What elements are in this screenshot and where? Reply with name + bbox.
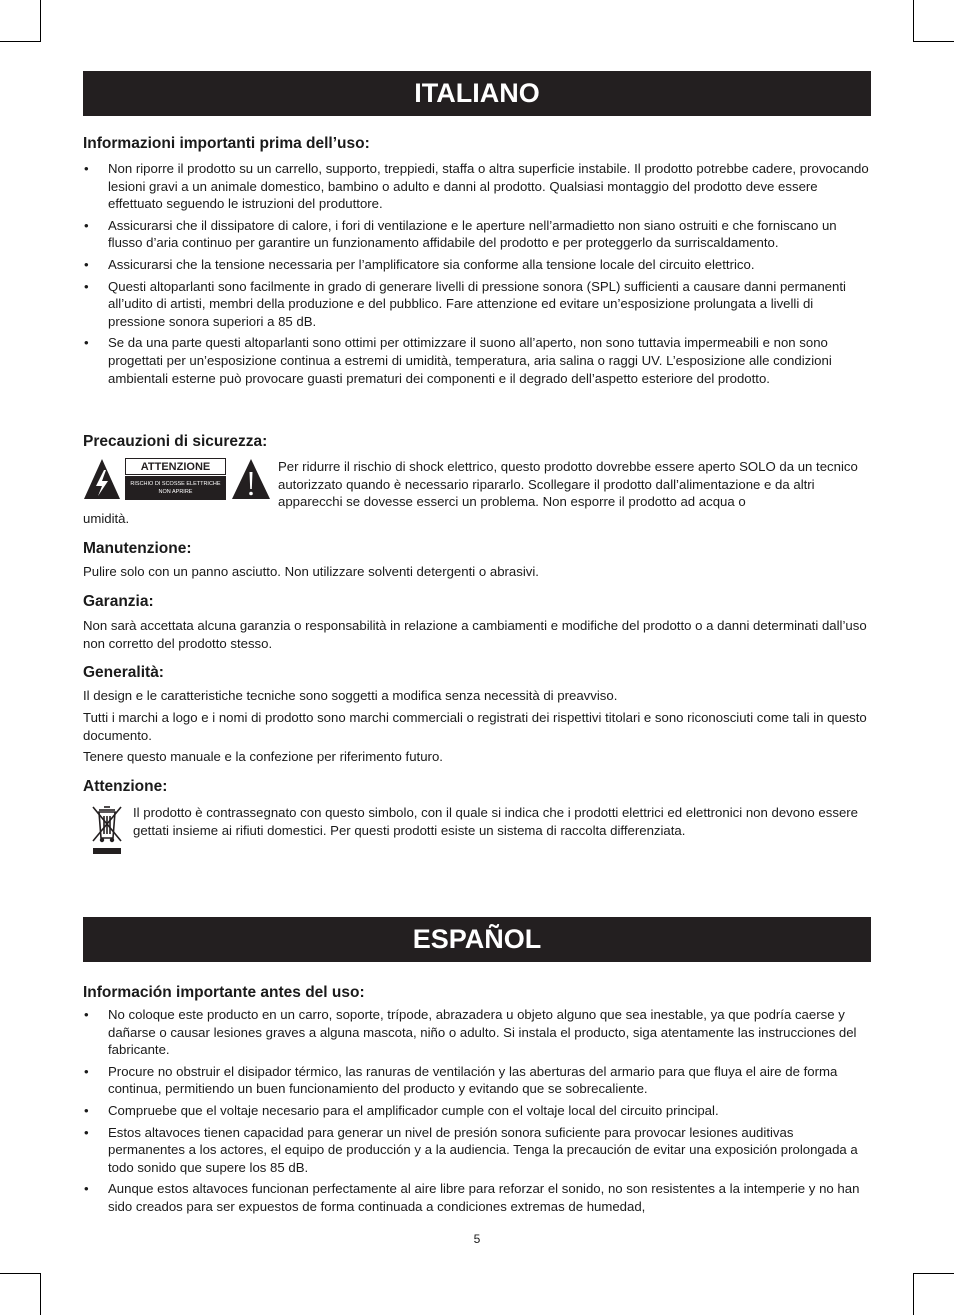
list-item: • Se da una parte questi altoparlanti sono ottimi per ottimizzare il suono all’aperto, non sono tuttavia impermeabili e non sono progettati per un’esposizione continua a estremi di umidità, temperatura, aria salina o raggi UV. L’esposizione alle condizioni ambientali esterne può provocare guasti prematuri dei componenti e il degrado dell’aspetto esteriore del prodotto.: [83, 334, 873, 387]
crop-mark: [0, 1273, 41, 1274]
general-text: Tutti i marchi a logo e i nomi di prodotto sono marchi commerciali o registrati dei rispettivi titolari e sono riconosciuti come tali in questo documento.: [83, 710, 867, 743]
crop-mark: [0, 41, 41, 42]
list-item: • Assicurarsi che la tensione necessaria per l’amplificatore sia conforme alla tensione locale del circuito elettrico.: [83, 256, 873, 274]
list-item: • Compruebe que el voltaje necesario para el amplificador cumple con el voltaje local del circuito principal.: [83, 1102, 873, 1120]
exclamation-warning-icon: [231, 458, 271, 500]
crossed-bin-icon: [90, 803, 124, 855]
section-title-safety: Precauzioni di sicurezza:: [83, 433, 268, 450]
important-info-list-es: [83, 1006, 873, 1220]
crop-mark: [913, 0, 914, 42]
crop-mark: [913, 1273, 914, 1315]
section-title-warranty: Garanzia:: [83, 593, 154, 610]
warning-label: [125, 458, 226, 500]
safety-text: Per ridurre il rischio di shock elettrico, questo prodotto dovrebbe essere aperto SOLO da un tecnico autorizzato quando è necessario ripararlo. Scollegare il prodotto dall’alimentazione e da altri apparecchi se dovesse esserci un problema. Non esporre il prodotto ad acqua o: [278, 459, 858, 510]
general-text: Il design e le caratteristiche tecniche sono soggetti a modifica senza necessità di preavviso.: [83, 688, 618, 703]
important-info-list: [83, 160, 873, 391]
warning-label-title: ATTENZIONE: [125, 458, 226, 475]
warning-label-line: RISCHIO DI SCOSSE ELETTRICHE: [130, 481, 221, 487]
section-title-maintenance: Manutenzione:: [83, 540, 192, 557]
list-item: • No coloque este producto en un carro, soporte, trípode, abrazadera u objeto alguno que sea inestable, ya que podría caerse y dañarse o causar lesiones graves a alguna mascota, niño o adulto. Si instala el producto, siga atentamente las instrucciones del fabricante.: [83, 1006, 873, 1059]
list-item: • Procure no obstruir el disipador térmico, las ranuras de ventilación y las aberturas del armario para que fluya el aire de forma continua, permitiendo un buen funcionamiento del producto y evitando que se sobrecaliente.: [83, 1063, 873, 1098]
safety-text-tail: umidità.: [83, 511, 130, 526]
page-number: 5: [473, 1232, 481, 1246]
lightning-warning-icon: [83, 458, 121, 500]
warranty-text: Non sarà accettata alcuna garanzia o responsabilità in relazione a cambiamenti e modifiche del prodotto o a danni determinati dall’uso non corretto del prodotto stesso.: [83, 618, 867, 651]
italiano-banner: ITALIANO: [83, 71, 871, 116]
section-title-important-info: Informazioni importanti prima dell’uso:: [83, 135, 370, 152]
list-item: • Questi altoparlanti sono facilmente in grado di generare livelli di pressione sonora (SPL) sufficienti a causare danni permanenti all’udito di artisti, membri della produzione e del pubblico. Fare attenzione ed evitare un’esposizione prolungata a livelli di pressione sonora superiori a 85 dB.: [83, 278, 873, 331]
crop-mark: [40, 1273, 41, 1315]
warning-label-subtitle: [125, 476, 226, 500]
list-item: • Non riporre il prodotto su un carrello, supporto, treppiedi, staffa o altra superficie instabile. Il prodotto potrebbe cadere, provocando lesioni gravi a un animale domestico, bambino o adulto e danni al prodotto. Qualsiasi montaggio del prodotto deve essere effettuato seguendo le istruzioni del produttore.: [83, 160, 873, 213]
section-title-important-info-es: Información importante antes del uso:: [83, 984, 365, 1001]
attention-text: Il prodotto è contrassegnato con questo simbolo, con il quale si indica che i prodotti elettrici ed elettronici non devono essere gettati insieme ai rifiuti domestici. Per questi prodotti esiste un sistema di raccolta differenziata.: [133, 805, 859, 838]
espanol-banner: ESPAÑOL: [83, 917, 871, 962]
section-title-attention: Attenzione:: [83, 778, 168, 795]
list-item: • Aunque estos altavoces funcionan perfectamente al aire libre para reforzar el sonido, no son resistentes a la intemperie y no han sido creados para ser expuestos de forma continuada a condiciones extremas de humedad,: [83, 1180, 873, 1215]
crop-mark: [913, 41, 954, 42]
list-item: • Assicurarsi che il dissipatore di calore, i fori di ventilazione e le aperture nell’armadietto non siano ostruiti e che forniscano un flusso d’aria continuo per garantire un funzionamento affidabile del prodotto e per proteggerlo da surriscaldamento.: [83, 217, 873, 252]
list-item: • Estos altavoces tienen capacidad para generar un nivel de presión sonora suficiente para provocar lesiones auditivas permanentes a los actores, el equipo de producción y a la audiencia. Tenga la precaución de evitar una exposición prolongada a todo sonido que supere los 85 dB.: [83, 1124, 873, 1177]
warning-label-line: NON APRIRE: [158, 489, 193, 495]
general-text: Tenere questo manuale e la confezione per riferimento futuro.: [83, 749, 443, 764]
crop-mark: [913, 1273, 954, 1274]
section-title-general: Generalità:: [83, 664, 164, 681]
maintenance-text: Pulire solo con un panno asciutto. Non utilizzare solventi detergenti o abrasivi.: [83, 564, 539, 579]
crop-mark: [40, 0, 41, 42]
